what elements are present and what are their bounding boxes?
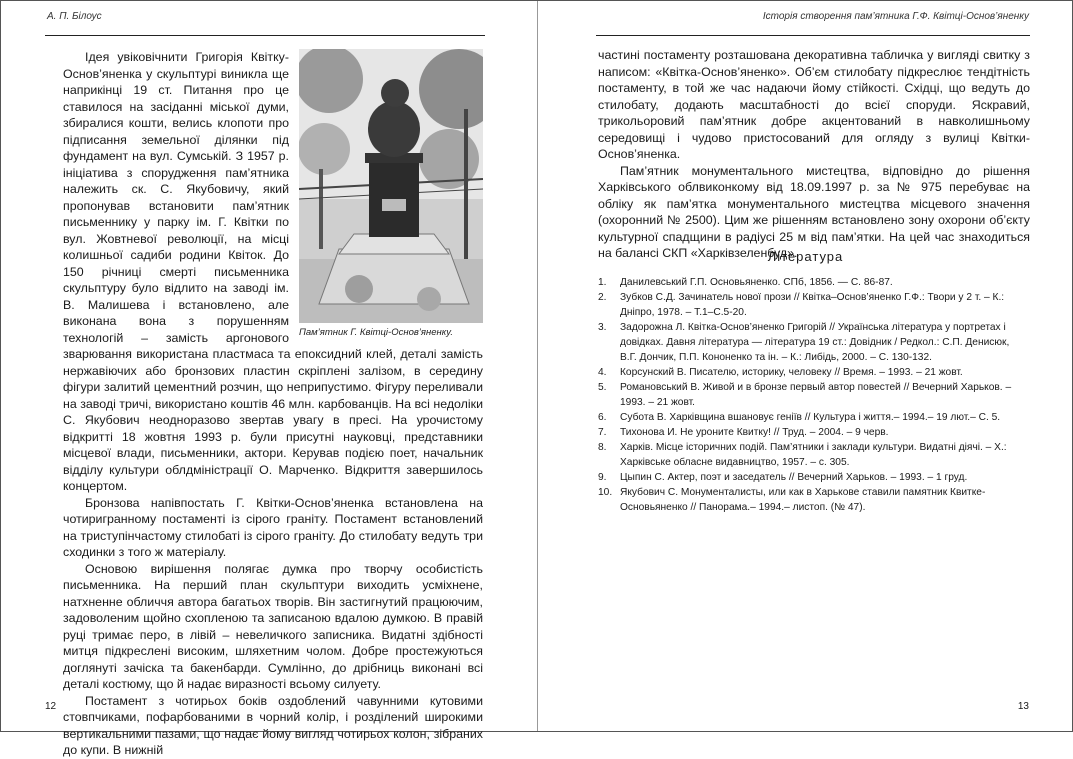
reference-text: Корсунский В. Писателю, историку, человеку // Время. – 1993. – 21 жовт.: [620, 367, 963, 378]
reference-item: [598, 290, 1028, 320]
header-rule: [596, 35, 1030, 36]
paragraph: Бронзова напівпостать Г. Квітки-Основ’яненка встановлена на чотиригранному постаменті із сірого граніту. Постамент встановлений на триступінчастому стилобаті із сірого граніту. До стилобату ведуть три сходинки з того ж матеріалу.: [63, 495, 483, 559]
reference-item: [598, 440, 1028, 470]
running-head-author: А. П. Білоус: [47, 11, 102, 22]
header-rule: [45, 35, 485, 36]
reference-text: Данилевський Г.П. Основьяненко. СПб, 1856. — С. 86-87.: [620, 277, 893, 288]
reference-number: 5.: [598, 382, 607, 393]
photo-caption: Пам’ятник Г. Квітці-Основ’яненку.: [299, 327, 453, 338]
running-head-title: Історія створення пам’ятника Г.Ф. Квітці-Основ’яненку: [762, 11, 1029, 22]
page-number-left: 12: [45, 701, 57, 712]
left-body-text: [63, 49, 483, 759]
reference-text: Тихонова И. Не уроните Квитку! // Труд. – 2004. – 9 черв.: [620, 427, 889, 438]
right-body-text: [598, 47, 1030, 262]
reference-text: Цыпин С. Актер, поэт и заседатель // Вечерний Харьков. – 1993. – 1 груд.: [620, 472, 968, 483]
reference-number: 8.: [598, 442, 607, 453]
right-page: [538, 1, 1073, 731]
monument-photo-figure: [299, 49, 483, 339]
paragraph: Пам’ятник монументального мистецтва, відповідно до рішення Харківського облвиконкому від 18.09.1997 р. за № 975 перебуває на обліку як пам’ятка монументального мистецтва місцевого значення (охоронний № 2500). Цим же рішенням встановлено зону охорони об’єкту культурної спадщини в радіусі 25 м від пам’ятки. На цей час знаходиться на балансі СКП «Харківзеленбуд».: [598, 163, 1030, 260]
reference-item: [598, 365, 1028, 380]
reference-number: 10.: [598, 487, 613, 498]
reference-item: [598, 470, 1028, 485]
left-page: [1, 1, 537, 757]
reference-text: Субота В. Харківщина вшановує геніїв // Культура і життя.– 1994.– 19 лют.– С. 5.: [620, 412, 1001, 423]
paragraph: Основою вирішення полягає думка про творчу особистість письменника. На перший план скульптури виходить усміхнене, натхненне обличчя автора багатьох творів. Він застигнутий працюючим, задоволеним щойно схопленою та записаною вдалою думкою. В правій руці тримає перо, в лівій – невеличкого записника. Видатні здібності митця підкреслені високим, шляхетним чолом. Добре простежуються доглянуті зачіска та бакенбарди. Сумлінно, до дрібниць виконані всі деталі костюму, що й надає виразності всьому силуету.: [63, 561, 483, 691]
reference-text: Якубович С. Монументалисты, или как в Харькове ставили памятник Квитке-Основьяненко // Панорама.– 1994.– листоп. (№ 47).: [620, 487, 986, 513]
reference-text: Зубков С.Д. Зачинатель нової прози // Квітка–Основ’яненко Г.Ф.: Твори у 2 т. – К.: Дніпро, 1978. – Т.1–С.5-20.: [620, 292, 1005, 318]
page-number-right: 13: [1017, 701, 1029, 712]
references-list: [598, 275, 1028, 515]
reference-number: 4.: [598, 367, 607, 378]
reference-number: 2.: [598, 292, 607, 303]
reference-item: [598, 380, 1028, 410]
reference-number: 7.: [598, 427, 607, 438]
reference-item: [598, 410, 1028, 425]
paragraph: частині постаменту розташована декоративна табличка у вигляді свитку з написом: «Квітка-Основ’яненко». Об’єм стилобату підкреслює тендітність постаменту, в той же час надаючи йому стійкості. Східці, що ведуть до стилобату, додають масштабності до всієї споруди. Яскравий, трикольоровий пам’ятник добре акцентований в навколишньому середовищі і чудово пристосований для огляду з вулиці Квітки-Основ’яненка.: [598, 48, 1030, 161]
reference-item: [598, 320, 1028, 365]
paragraph: Ідея увіковічнити Григорія Квітку-Основ’яненка у скульптурі виникла ще наприкінці 19 ст. Питання про це ставилося на засіданні міської думи, збиралися кошти, велись клопоти про підписання земельної ділянки під фундамент на вул. Сумській. З 1957 р. ініціатива з спорудження пам’ятника належить ск. С. Якубовичу, який пропонував встановити пам’ятник письменнику у парку ім. Г. Квітки по вул. Жовтневої революції, на місці колишньої садиби родини Квіток. До 150 річниці смерті письменника скульптуру було відлито на заводі ім. В. Малишева і встановлено, але виконана вона з порушенням технологій – замість аргонового зварювання використана пластмаса та епоксидний клей, деталі замість нержавіючих або бронзових пластин скріплені залізом, в середину фігури залитий цементний розчин, що неприпустимо. Фігуру переливали на заводі тричі, використано коштів 46 млн. карбованців. На всі недоліки С. Якубович неодноразово звертав увагу в пресі. На урочистому відкритті 18 жовтня 1993 р. були присутні науковці, представники місцевої влади, письменники, актори. Керував подією поет, начальник відділу культури облдміністрації О. Марченко. Відкриття завершилось концертом.: [63, 50, 483, 493]
reference-item: [598, 485, 1028, 515]
reference-number: 3.: [598, 322, 607, 333]
monument-photo: [299, 49, 483, 323]
reference-text: Харків. Місце історичних подій. Пам’ятники і заклади культури. Видатні діячі. – Х.: Харківське обласне видавництво, 1957. – с. 305.: [620, 442, 1007, 468]
reference-item: [598, 425, 1028, 440]
reference-number: 1.: [598, 277, 607, 288]
paragraph: Постамент з чотирьох боків оздоблений чавунними кутовими стовпчиками, пофарбованими в чорний колір, і розділений широкими вертикальними пазами, що надає йому вигляд чотирьох колон, зібраних до купи. В нижній: [63, 693, 483, 757]
reference-item: [598, 275, 1028, 290]
reference-number: 6.: [598, 412, 607, 423]
reference-text: Романовський В. Живой и в бронзе первый автор повестей // Вечерний Харьков. – 1993. – 21 жовт.: [620, 382, 1012, 408]
reference-text: Задорожна Л. Квітка-Основ’яненко Григорій // Українська література у портретах і довідках. Давня література — література 19 ст.: Довідник / Редкол.: С.П. Денисюк, В.Г. Дончик, П.П. Кононенко та ін. – К.: Либідь, 2000. – С. 130-132.: [620, 322, 1010, 363]
literature-heading: Література: [767, 249, 844, 264]
reference-number: 9.: [598, 472, 607, 483]
